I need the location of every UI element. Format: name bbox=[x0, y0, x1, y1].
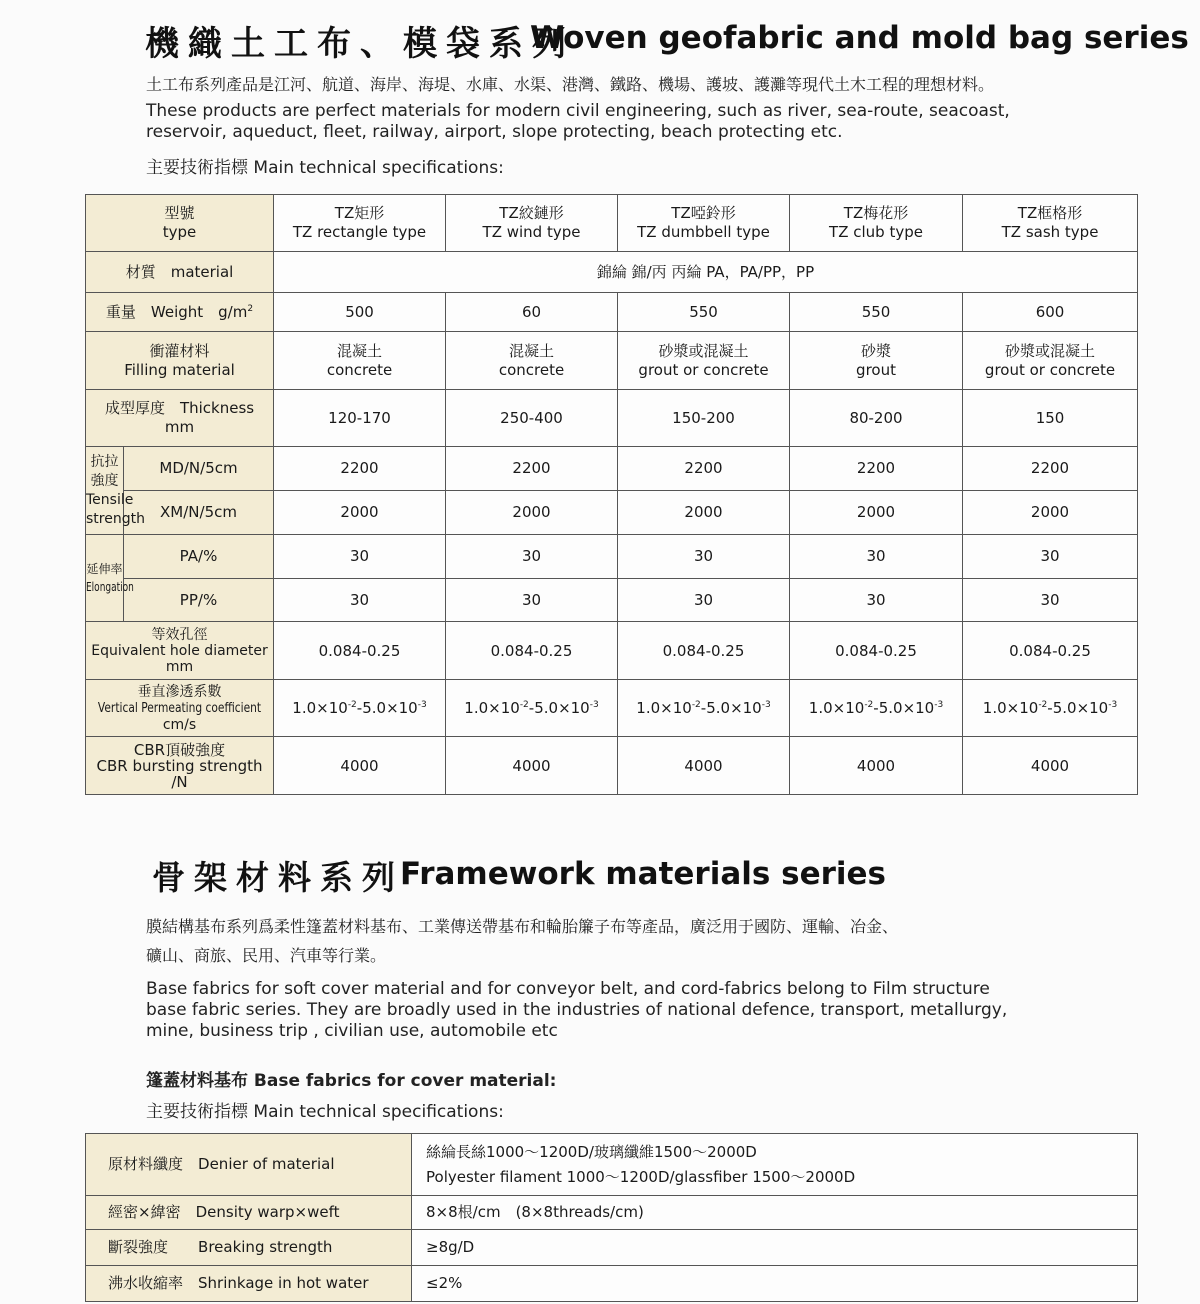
pa-cell: 30 bbox=[618, 535, 790, 579]
xm-cell: 2000 bbox=[790, 491, 963, 535]
cbr-label: CBR頂破強度 CBR bursting strength /N bbox=[86, 737, 274, 795]
pp-cell: 30 bbox=[963, 579, 1138, 622]
xm-cell: 2000 bbox=[963, 491, 1138, 535]
type-wind: TZ絞鏈形 TZ wind type bbox=[446, 195, 618, 252]
type-row bbox=[86, 195, 1138, 252]
cbr-cell: 4000 bbox=[446, 737, 618, 795]
pa-cell: 30 bbox=[790, 535, 963, 579]
thickness-cell: 120-170 bbox=[274, 390, 446, 447]
section2-title-cn: 骨架材料系列 bbox=[152, 858, 404, 897]
type-sash: TZ框格形 TZ sash type bbox=[963, 195, 1138, 252]
geofabric-spec-table bbox=[85, 194, 1138, 795]
section2-spec-label: 主要技術指標 Main technical specifications: bbox=[146, 1102, 504, 1122]
cbr-cell: 4000 bbox=[618, 737, 790, 795]
table2-value: ≥8g/D bbox=[412, 1230, 1138, 1266]
tensile-label: 抗拉 強度 Tensile strength bbox=[86, 447, 124, 535]
table2-label: 經密×緯密 Density warp×weft bbox=[86, 1196, 412, 1230]
section2-intro-cn-2: 礦山、商旅、民用、汽車等行業。 bbox=[146, 946, 387, 965]
table2-value: 絲綸長絲1000～1200D/玻璃纖維1500～2000D Polyester filament 1000～1200D/glassfiber 1500～2000D bbox=[412, 1134, 1138, 1196]
pa-label: PA/% bbox=[124, 535, 274, 579]
type-rectangle: TZ矩形 TZ rectangle type bbox=[274, 195, 446, 252]
thickness-label: 成型厚度 Thickness mm bbox=[86, 390, 274, 447]
table2-row bbox=[86, 1266, 1138, 1302]
weight-row bbox=[86, 293, 1138, 332]
thickness-row bbox=[86, 390, 1138, 447]
filling-label: 衝灌材料 Filling material bbox=[86, 332, 274, 390]
filling-row bbox=[86, 332, 1138, 390]
pa-cell: 30 bbox=[274, 535, 446, 579]
elong-pp-row bbox=[86, 579, 1138, 622]
thickness-cell: 150-200 bbox=[618, 390, 790, 447]
table2-row bbox=[86, 1230, 1138, 1266]
type-dumbbell: TZ啞鈴形 TZ dumbbell type bbox=[618, 195, 790, 252]
hole-cell: 0.084-0.25 bbox=[618, 622, 790, 680]
filling-cell: 砂漿或混凝土 grout or concrete bbox=[618, 332, 790, 390]
cbr-cell: 4000 bbox=[790, 737, 963, 795]
table2-row bbox=[86, 1134, 1138, 1196]
md-cell: 2200 bbox=[790, 447, 963, 491]
weight-label: 重量 Weight $g/m^2$ bbox=[86, 293, 274, 332]
section2-title-en: Framework materials series bbox=[400, 856, 886, 892]
section1-intro-en-2: reservoir, aqueduct, fleet, railway, airport, slope protecting, beach protecting etc. bbox=[146, 122, 843, 142]
md-cell: 2200 bbox=[446, 447, 618, 491]
tensile-xm-row bbox=[86, 491, 1138, 535]
filling-cell: 混凝土 concrete bbox=[274, 332, 446, 390]
hole-cell: 0.084-0.25 bbox=[446, 622, 618, 680]
material-label: 材質 material bbox=[86, 252, 274, 293]
md-label: MD/N/5cm bbox=[124, 447, 274, 491]
hole-cell: 0.084-0.25 bbox=[963, 622, 1138, 680]
weight-cell: 550 bbox=[618, 293, 790, 332]
elong-pa-row bbox=[86, 535, 1138, 579]
hole-cell: 0.084-0.25 bbox=[274, 622, 446, 680]
perm-cell: $1.0\times 10^{-2}-5.0\times 10^{-3}$ bbox=[446, 680, 618, 737]
section2-subtitle: 篷蓋材料基布 Base fabrics for cover material: bbox=[146, 1071, 557, 1091]
perm-label: 垂直滲透系數 Vertical Permeating coefficient cm/s bbox=[86, 680, 274, 737]
filling-cell: 砂漿 grout bbox=[790, 332, 963, 390]
table2-label: 斷裂強度 Breaking strength bbox=[86, 1230, 412, 1266]
xm-cell: 2000 bbox=[274, 491, 446, 535]
material-value: 錦綸 錦/丙 丙綸 PA，PA/PP，PP bbox=[274, 252, 1138, 293]
table2-label: 原材料纖度 Denier of material bbox=[86, 1134, 412, 1196]
filling-cell: 砂漿或混凝土 grout or concrete bbox=[963, 332, 1138, 390]
section1-spec-label: 主要技術指標 Main technical specifications: bbox=[146, 158, 504, 178]
xm-cell: 2000 bbox=[618, 491, 790, 535]
section1-intro-cn: 土工布系列產品是江河、航道、海岸、海堤、水庫、水渠、港灣、鐵路、機場、護坡、護灘等現代土木工程的理想材料。 bbox=[146, 75, 995, 94]
md-cell: 2200 bbox=[618, 447, 790, 491]
section2-intro-en-3: mine, business trip , civilian use, automobile etc bbox=[146, 1021, 558, 1041]
perm-cell: $1.0\times 10^{-2}-5.0\times 10^{-3}$ bbox=[274, 680, 446, 737]
weight-cell: 550 bbox=[790, 293, 963, 332]
hole-cell: 0.084-0.25 bbox=[790, 622, 963, 680]
material-row bbox=[86, 252, 1138, 293]
pp-label: PP/% bbox=[124, 579, 274, 622]
weight-cell: 600 bbox=[963, 293, 1138, 332]
type-label: 型號 type bbox=[86, 195, 274, 252]
cbr-cell: 4000 bbox=[963, 737, 1138, 795]
pa-cell: 30 bbox=[963, 535, 1138, 579]
perm-cell: $1.0\times 10^{-2}-5.0\times 10^{-3}$ bbox=[963, 680, 1138, 737]
table2-row bbox=[86, 1196, 1138, 1230]
xm-label: XM/N/5cm bbox=[124, 491, 274, 535]
section2-intro-en-1: Base fabrics for soft cover material and for conveyor belt, and cord-fabrics belong to Film structure bbox=[146, 979, 990, 999]
elongation-label: 延伸率 Elongation bbox=[86, 535, 124, 622]
section2-intro-en-2: base fabric series. They are broadly used in the industries of national defence, transport, metallurgy, bbox=[146, 1000, 1008, 1020]
section1-intro-en-1: These products are perfect materials for modern civil engineering, such as river, sea-route, seacoast, bbox=[146, 101, 1010, 121]
type-club: TZ梅花形 TZ club type bbox=[790, 195, 963, 252]
filling-cell: 混凝土 concrete bbox=[446, 332, 618, 390]
weight-cell: 500 bbox=[274, 293, 446, 332]
perm-row bbox=[86, 680, 1138, 737]
pa-cell: 30 bbox=[446, 535, 618, 579]
xm-cell: 2000 bbox=[446, 491, 618, 535]
thickness-cell: 80-200 bbox=[790, 390, 963, 447]
section1-title-en: Woven geofabric and mold bag series bbox=[530, 20, 1189, 56]
thickness-cell: 250-400 bbox=[446, 390, 618, 447]
hole-row bbox=[86, 622, 1138, 680]
pp-cell: 30 bbox=[790, 579, 963, 622]
cbr-row bbox=[86, 737, 1138, 795]
cbr-cell: 4000 bbox=[274, 737, 446, 795]
section1-title-cn: 機織土工布、模袋系列 bbox=[145, 24, 575, 64]
section2-intro-cn-1: 膜結構基布系列爲柔性篷蓋材料基布、工業傳送帶基布和輪胎簾子布等產品，廣泛用于國防、運輸、冶金、 bbox=[146, 917, 899, 936]
weight-cell: 60 bbox=[446, 293, 618, 332]
table2-value: 8×8根/cm (8×8threads/cm) bbox=[412, 1196, 1138, 1230]
md-cell: 2200 bbox=[274, 447, 446, 491]
table2-label: 沸水收縮率 Shrinkage in hot water bbox=[86, 1266, 412, 1302]
perm-cell: $1.0\times 10^{-2}-5.0\times 10^{-3}$ bbox=[618, 680, 790, 737]
perm-cell: $1.0\times 10^{-2}-5.0\times 10^{-3}$ bbox=[790, 680, 963, 737]
cover-material-spec-table bbox=[85, 1133, 1138, 1302]
pp-cell: 30 bbox=[274, 579, 446, 622]
pp-cell: 30 bbox=[618, 579, 790, 622]
thickness-cell: 150 bbox=[963, 390, 1138, 447]
pp-cell: 30 bbox=[446, 579, 618, 622]
md-cell: 2200 bbox=[963, 447, 1138, 491]
hole-label: 等效孔徑 Equivalent hole diameter mm bbox=[86, 622, 274, 680]
tensile-md-row bbox=[86, 447, 1138, 491]
table2-value: ≤2% bbox=[412, 1266, 1138, 1302]
